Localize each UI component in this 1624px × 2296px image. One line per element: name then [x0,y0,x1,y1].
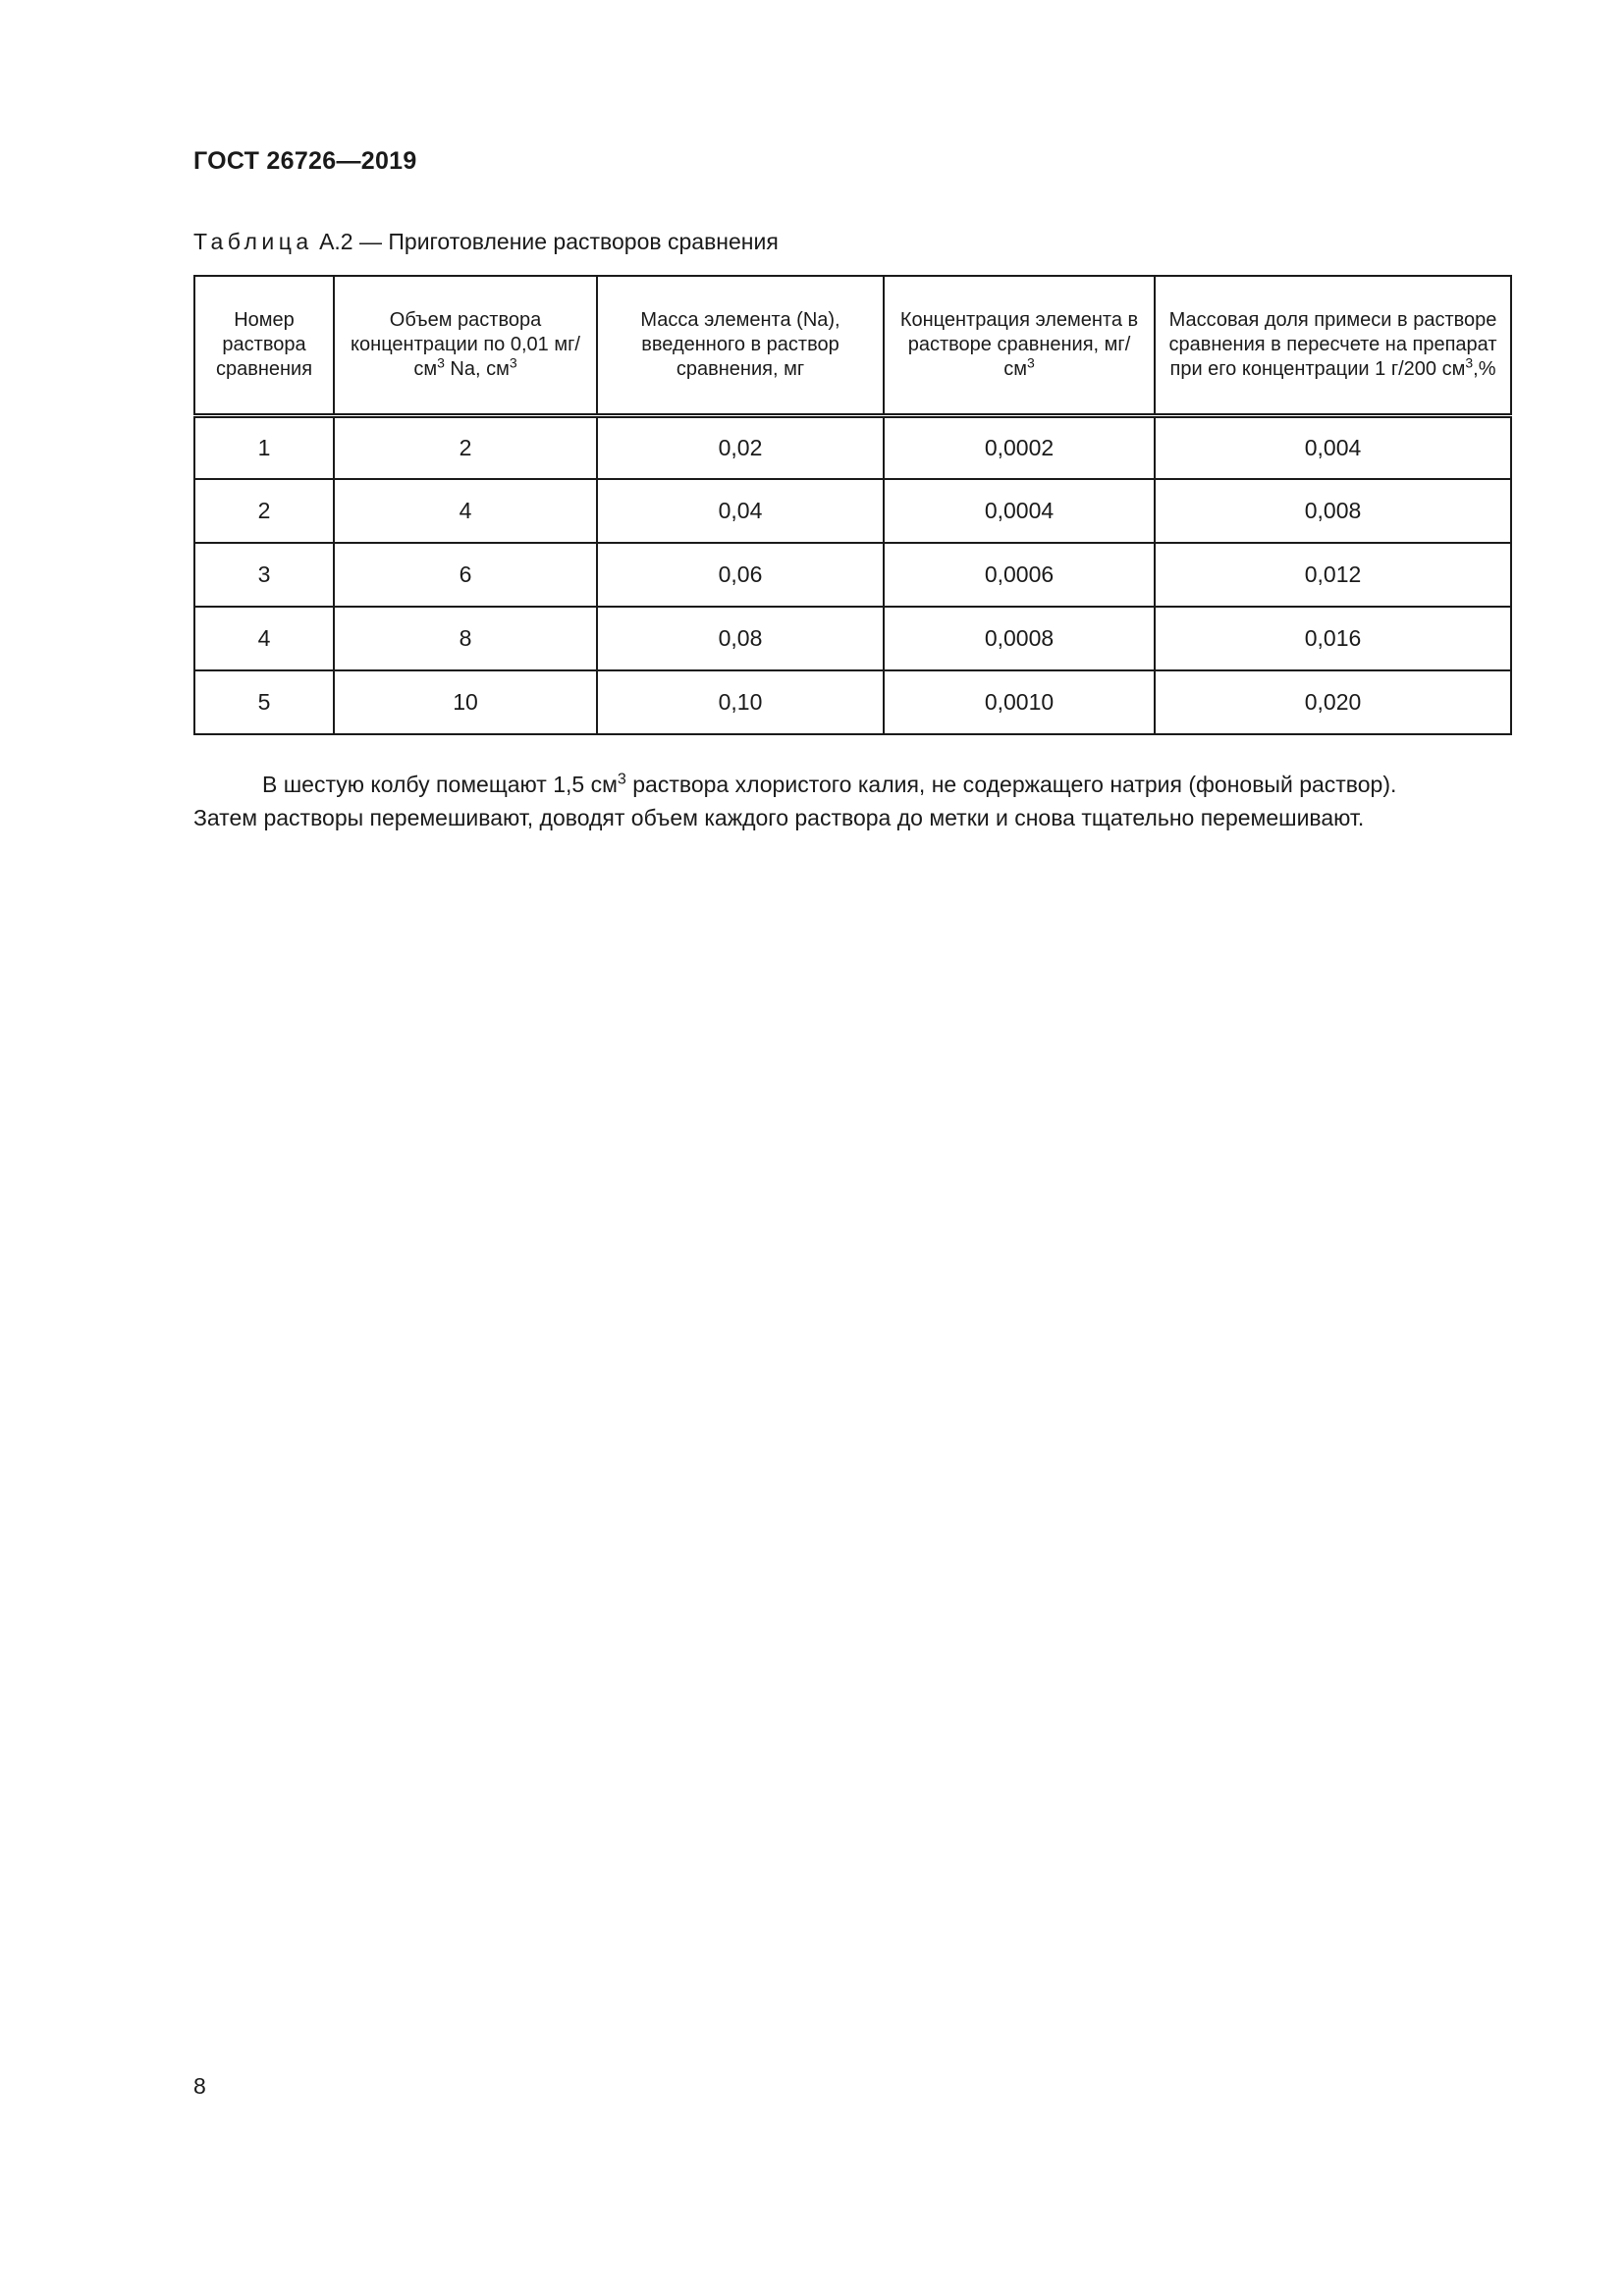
column-header-solution-volume: Объем раствора концентрации по 0,01 $мг/см^3$ Na, $см^3$ [334,276,597,415]
table-cell: 2 [334,415,597,479]
table-row [194,670,1511,734]
table-cell: 2 [194,479,334,543]
table-caption [193,229,779,255]
table-cell: 10 [334,670,597,734]
table-cell: 6 [334,543,597,607]
document-header: ГОСТ 26726—2019 [193,147,417,175]
table-cell: 0,02 [597,415,884,479]
table-cell: 3 [194,543,334,607]
column-header-impurity-mass-fraction: Массовая доля примеси в растворе сравнения в пересчете на препарат при его концентрации 1 г/200 $см^3,\%$ [1155,276,1511,415]
table-cell: 8 [334,607,597,670]
table-header-row [194,276,1511,415]
table-cell: 0,0002 [884,415,1155,479]
body-paragraph [193,768,1510,834]
table-cell: 0,06 [597,543,884,607]
table-cell: 0,10 [597,670,884,734]
table-caption-text: А.2 — Приготовление растворов сравнения [312,229,779,254]
table-row [194,415,1511,479]
table-row [194,543,1511,607]
column-header-element-concentration: Концентрация элемента в растворе сравнения, $мг/см^3$ [884,276,1155,415]
table-cell: 4 [334,479,597,543]
column-header-element-mass: Масса элемента (Na), введенного в раствор сравнения, мг [597,276,884,415]
body-paragraph-line-1: В шестую колбу помещают 1,5 $см^3$ раствора хлористого калия, не содержащего натрия (фоновый раствор). [262,770,1397,797]
table-cell: 0,08 [597,607,884,670]
table-row [194,479,1511,543]
table-cell: 4 [194,607,334,670]
table-cell: 0,012 [1155,543,1511,607]
table-cell: 5 [194,670,334,734]
table-cell: 0,004 [1155,415,1511,479]
table-row [194,607,1511,670]
page-number: 8 [193,2073,206,2099]
comparison-solutions-table [193,275,1512,735]
table-caption-label: Таблица [193,229,313,254]
column-header-solution-number: Номер раствора сравнения [194,276,334,415]
table-cell: 0,016 [1155,607,1511,670]
table-cell: 1 [194,415,334,479]
table-cell: 0,0006 [884,543,1155,607]
table-cell: 0,0008 [884,607,1155,670]
table-cell: 0,0004 [884,479,1155,543]
table-cell: 0,020 [1155,670,1511,734]
table-cell: 0,04 [597,479,884,543]
table-cell: 0,008 [1155,479,1511,543]
body-paragraph-line-2: Затем растворы перемешивают, доводят объем каждого раствора до метки и снова тщательно перемешивают. [193,805,1365,830]
table-cell: 0,0010 [884,670,1155,734]
